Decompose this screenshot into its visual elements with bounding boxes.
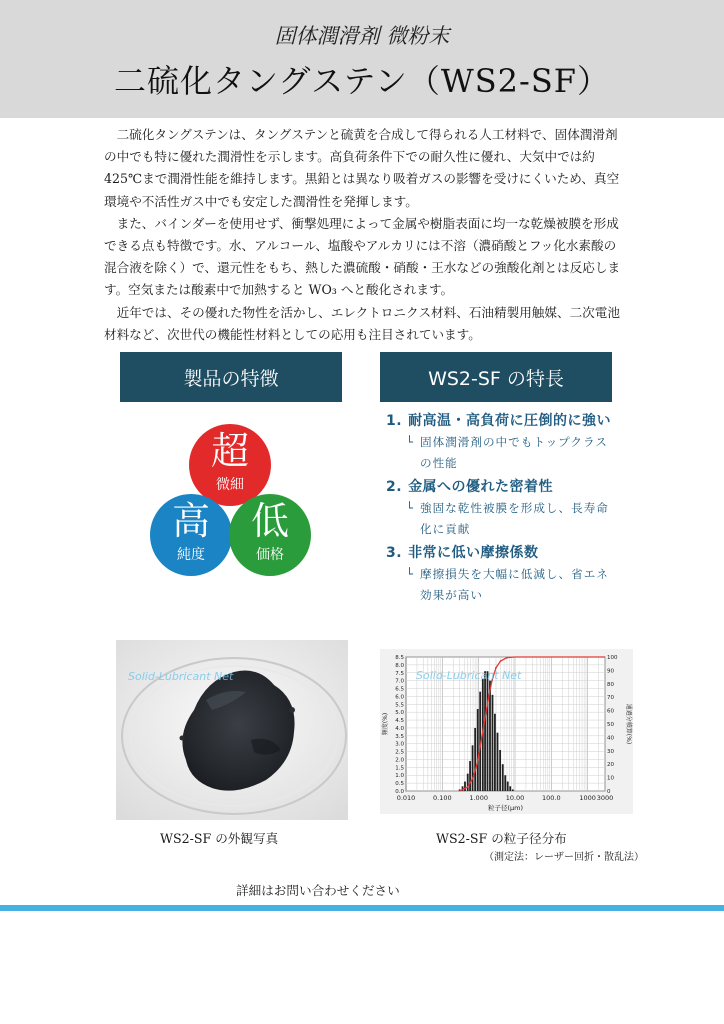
circle-big-text: 高 [171, 499, 210, 543]
feature-title: 非常に低い摩擦係数 [408, 545, 539, 561]
y2-tick-label: 80 [607, 681, 614, 688]
y-tick-label: 7.5 [395, 670, 404, 677]
powder-photo [116, 640, 348, 820]
y2-tick-label: 50 [607, 722, 614, 728]
ws2-features-banner: WS2-SF の特長 [380, 352, 612, 402]
y2-tick-label: 20 [607, 762, 614, 769]
y-axis-label: 頻度(%) [382, 712, 389, 736]
x-tick-label: 0.100 [433, 794, 452, 802]
y-tick-label: 4.5 [395, 718, 404, 725]
chart-bar [464, 782, 466, 791]
y-tick-label: 0.5 [395, 781, 404, 788]
chart-bar [504, 775, 506, 791]
y2-tick-label: 30 [607, 748, 614, 755]
chart-bar [477, 709, 479, 791]
y-tick-label: 1.5 [395, 765, 404, 772]
bottom-divider [0, 905, 724, 911]
y-tick-label: 7.0 [395, 678, 404, 685]
intro-paragraph: 近年では、その優れた物性を活かし、エレクトロニクス材料、石油精製用触媒、二次電池材料など、次世代の機能性材料としての応用も注目されています。 [104, 304, 620, 342]
cumulative-point [479, 746, 481, 748]
particle-size-chart [380, 649, 633, 814]
cumulative-point [476, 763, 478, 765]
y-tick-label: 6.0 [395, 694, 404, 701]
y2-tick-label: 90 [607, 668, 614, 675]
circle-small-text: 微細 [216, 477, 244, 493]
y2-axis-label: 通過分積算(%) [625, 703, 632, 745]
chart-bar [509, 786, 511, 791]
corner-arrow-icon: └ [406, 435, 414, 449]
feature-number: 2. [386, 479, 403, 495]
feature-desc: 強固な乾性被膜を形成し、長寿命 [419, 501, 609, 515]
y-tick-label: 8.0 [395, 662, 404, 669]
feature-title: 金属への優れた密着性 [408, 479, 554, 495]
header-band [0, 0, 724, 118]
feature-item [386, 476, 630, 540]
cumulative-point [472, 777, 474, 779]
ultra-fine-circle [189, 424, 271, 506]
chart-bar [502, 764, 504, 791]
low-price-circle [229, 494, 311, 576]
page-title: 二硫化タングステン（WS2-SF） [114, 62, 610, 100]
y2-tick-label: 60 [607, 708, 614, 715]
powder-image [116, 640, 348, 820]
x-axis-label: 粒子径(μm) [487, 804, 524, 812]
chart-caption: WS2-SF の粒子径分布 [436, 831, 567, 846]
chart-bar [512, 789, 514, 791]
chart-bar [472, 745, 474, 791]
y-tick-label: 3.5 [395, 733, 404, 740]
features-list [386, 410, 630, 608]
intro-paragraph: 二硫化タングステンは、タングステンと硫黄を合成して得られる人工材料で、固体潤滑剤の中でも特に優れた潤滑性を示します。高負荷条件下での耐久性に優れ、大気中では約425℃まで潤滑性能を維持します。黒鉛とは異なり吸着ガスの影響を受けにくいため、真空環境や不活性ガス中でも安定した潤滑性を発揮します。 [104, 127, 620, 209]
y-tick-label: 0.0 [395, 789, 404, 795]
cumulative-point [487, 700, 489, 702]
feature-desc: 化に貢献 [419, 522, 471, 536]
measurement-note: （測定法：レーザー回折・散乱法） [484, 852, 644, 863]
y2-tick-label: 10 [607, 775, 614, 782]
corner-arrow-icon: └ [406, 501, 414, 515]
chart-bar [484, 671, 486, 791]
chart-bar [487, 671, 489, 791]
feature-title: 耐高温・高負荷に圧倒的に強い [408, 413, 612, 429]
y-tick-label: 6.5 [395, 686, 404, 693]
page-subtitle: 固体潤滑剤 微粉末 [274, 24, 450, 48]
y-tick-label: 5.5 [395, 702, 404, 709]
circle-small-text: 価格 [256, 547, 284, 563]
chart-bar [494, 714, 496, 791]
cumulative-point [506, 657, 508, 659]
circle-big-text: 低 [250, 499, 289, 543]
photo-caption: WS2-SF の外観写真 [160, 831, 279, 846]
y2-tick-label: 70 [607, 695, 614, 702]
y-tick-label: 5.0 [395, 710, 404, 717]
chart-bar [492, 695, 494, 791]
feature-desc: の性能 [419, 456, 458, 470]
x-tick-label: 1.000 [469, 794, 488, 802]
x-tick-label: 10.00 [505, 794, 525, 802]
intro-paragraph: また、バインダーを使用せず、衝撃処理によって金属や樹脂表面に均一な乾燥被膜を形成できる点も特徴です。水、アルコール、塩酸やアルカリには不溶（濃硝酸とフッ化水素酸の混合液を除く）で、還元性をもち、熱した濃硫酸・硝酸・王水などの強酸化剤とは反応します。空気または酸素中で加熱すると WO₃ へと酸化されます。 [104, 215, 621, 298]
y2-tick-label: 100 [607, 655, 618, 661]
y-tick-label: 1.0 [395, 773, 404, 780]
contact-text: 詳細はお問い合わせください [236, 883, 400, 898]
feature-item [386, 410, 630, 474]
cumulative-point [500, 660, 502, 662]
x-tick-label: 3000 [596, 794, 614, 802]
y-tick-label: 2.5 [395, 749, 404, 756]
chart-watermark: Solid-Lubricant Net [416, 669, 522, 682]
y-tick-label: 8.5 [395, 655, 404, 661]
y-tick-label: 3.0 [395, 741, 404, 748]
corner-arrow-icon: └ [406, 567, 414, 581]
cumulative-point [483, 723, 485, 725]
x-tick-label: 0.010 [396, 794, 416, 802]
circle-big-text: 超 [210, 429, 249, 473]
x-tick-label: 1000 [579, 794, 596, 802]
feature-desc: 効果が高い [419, 588, 483, 602]
product-features-banner: 製品の特徴 [120, 352, 342, 402]
y-tick-label: 2.0 [395, 757, 404, 764]
cumulative-point [467, 786, 469, 788]
y2-tick-label: 40 [607, 735, 614, 742]
chart-bar [469, 761, 471, 791]
chart-bar [497, 733, 499, 791]
feature-item [386, 542, 630, 606]
feature-desc: 摩擦損失を大幅に低減し、省エネ [419, 567, 609, 581]
feature-number: 3. [386, 545, 403, 561]
y-tick-label: 4.0 [395, 725, 404, 732]
y2-tick-label: 0 [607, 789, 611, 795]
chart-bar [467, 774, 469, 791]
chart-bar [507, 782, 509, 791]
chart-bar [499, 750, 501, 791]
photo-watermark: Solid-Lubricant Net [128, 670, 234, 683]
feature-number: 1. [386, 413, 403, 429]
feature-desc: 固体潤滑剤の中でもトップクラス [419, 435, 608, 449]
x-tick-label: 100.0 [542, 794, 561, 802]
intro-text [104, 124, 626, 346]
circle-small-text: 純度 [177, 547, 205, 563]
high-purity-circle [150, 494, 232, 576]
chart-bar [474, 728, 476, 791]
